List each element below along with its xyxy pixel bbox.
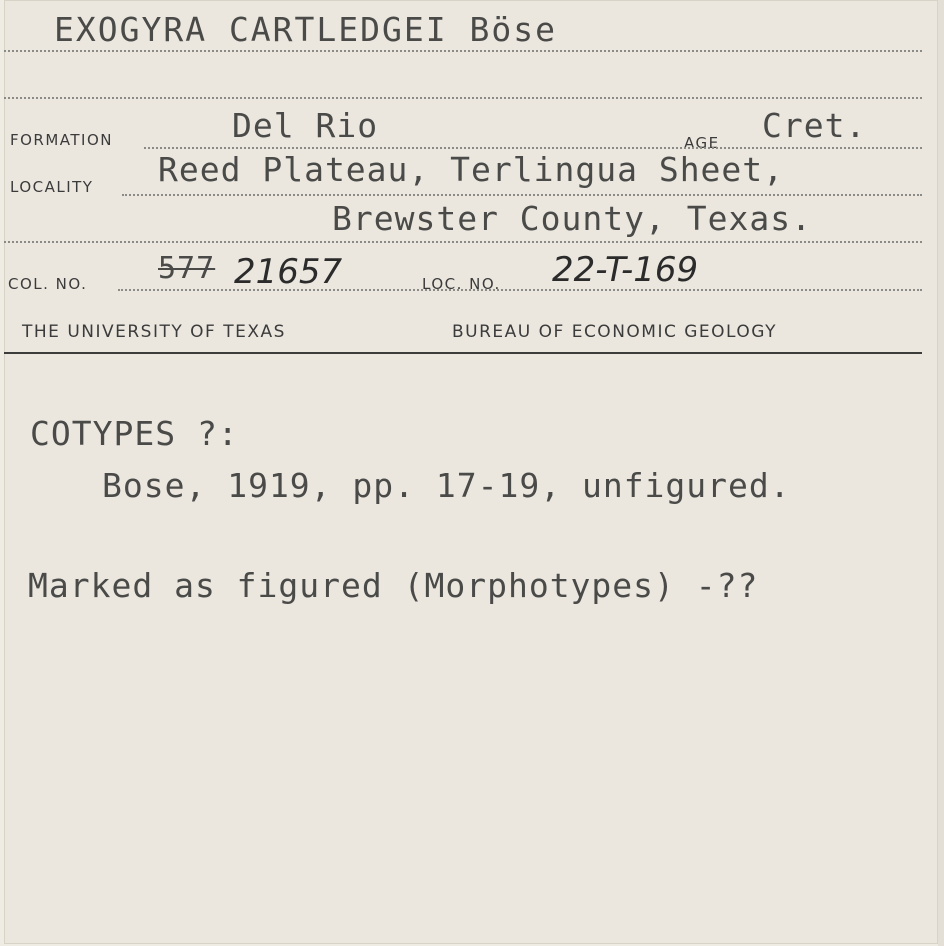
loc-no-label: LOC. NO. [422, 275, 501, 293]
rule-2 [4, 97, 922, 99]
card-edge [938, 0, 944, 946]
rule-1 [4, 50, 922, 52]
note-cotypes: COTYPES ?: [30, 414, 239, 453]
institution-name: THE UNIVERSITY OF TEXAS [22, 322, 286, 342]
loc-no-value: 22-T-169 [552, 250, 699, 290]
rule-3 [4, 241, 922, 243]
species-name: EXOGYRA CARTLEDGEI Böse [54, 10, 557, 49]
formation-value: Del Rio [232, 106, 379, 145]
formation-label: FORMATION [10, 131, 114, 149]
bureau-name: BUREAU OF ECONOMIC GEOLOGY [452, 322, 777, 342]
age-value: Cret. [762, 106, 867, 145]
col-no-label: COL. NO. [8, 275, 88, 293]
locality-label: LOCALITY [10, 178, 94, 196]
note-reference: Bose, 1919, pp. 17-19, unfigured. [102, 466, 791, 505]
rule-formation [144, 147, 922, 149]
note-marked: Marked as figured (Morphotypes) -?? [28, 566, 759, 605]
age-label: AGE [684, 134, 720, 152]
rule-bottom [4, 352, 922, 354]
locality-line-1: Reed Plateau, Terlingua Sheet, [158, 150, 785, 189]
col-no-struck: 577 [158, 251, 216, 286]
rule-numbers [118, 289, 922, 291]
locality-line-2: Brewster County, Texas. [332, 199, 812, 238]
rule-locality [122, 194, 922, 196]
col-no-value: 21657 [234, 252, 343, 292]
